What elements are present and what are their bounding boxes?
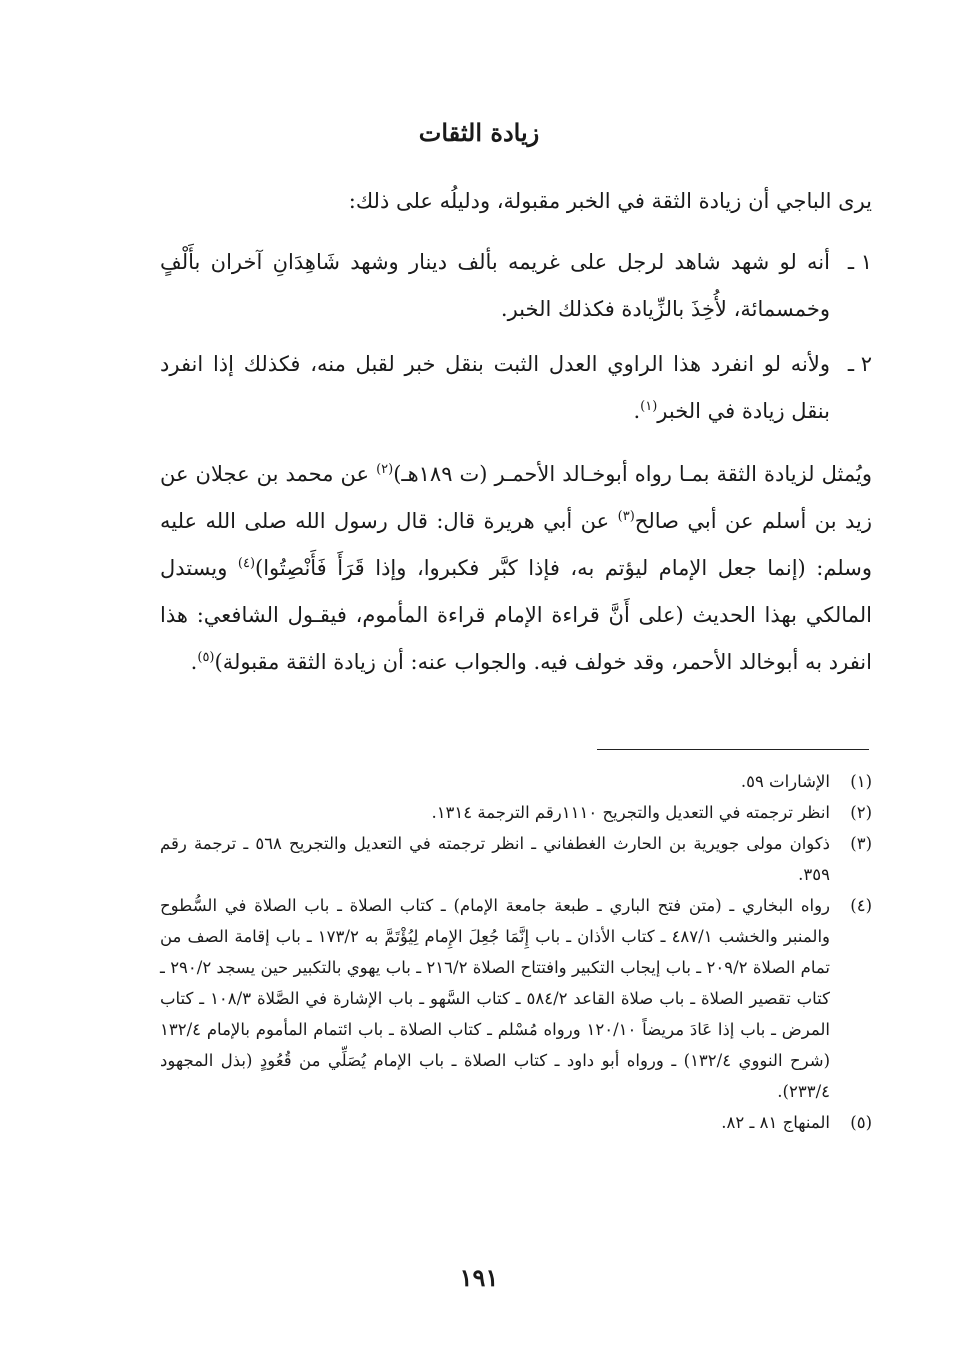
footnote-number: (٤) (850, 896, 872, 915)
list-item (160, 341, 872, 435)
list-item-text: أنه لو شهد شاهد لرجل على غريمه بألف دينار وشهد شَاهِدَانِ آخران بأَلْفٍ وخمسمائة، لأُخِذَ بالزِّيادة فكذلك الخبر. (160, 250, 830, 321)
footnote-text: انظر ترجمته في التعديل والتجريح ١١١٠رقم الترجمة ١٣١٤. (431, 803, 830, 822)
section-title: زيادة الثقات (418, 118, 540, 147)
footnote-ref[interactable]: (٢) (376, 462, 394, 477)
intro-paragraph: يرى الباجي أن زيادة الثقة في الخبر مقبولة، ودليلُه على ذلك: (348, 189, 872, 213)
paragraph-text: عن محمد بن عجلان عن زيد بن أسلم عن أبي صالح (160, 462, 872, 533)
footnote-number: (٣) (850, 834, 872, 853)
list-item (160, 239, 872, 333)
main-text (160, 178, 872, 700)
footnote-item (160, 890, 872, 1107)
list-item-content (160, 341, 830, 435)
list-item-number: ٢ ـ (847, 352, 872, 376)
list-item-text: ولأنه لو انفرد هذا الراوي العدل الثبت بنقل خبر لقبل منه، فكذلك إذا انفرد بنقل زيادة في الخبر (160, 352, 830, 423)
page-number: ١٩١ (459, 1263, 499, 1292)
footnote-number: (٢) (850, 803, 872, 822)
footnote-item (160, 828, 872, 890)
footnote-item (160, 1107, 872, 1138)
footnote-ref[interactable]: (٥) (197, 650, 215, 665)
paragraph-text: . (190, 650, 198, 674)
paragraph-text: ويُمثل لزيادة الثقة بمـا رواه أبوخـالد الأحمـر (ت ١٨٩هـ) (393, 462, 872, 486)
footnote-text: المنهاج ٨١ ـ ٨٢. (721, 1113, 830, 1132)
footnote-item (160, 797, 872, 828)
footnote-number: (٥) (850, 1113, 872, 1132)
list-item-number: ١ ـ (847, 250, 872, 274)
example-paragraph (160, 451, 872, 686)
footnote-text: رواه البخاري ـ (متن فتح الباري ـ طبعة جامعة الإمام) ـ كتاب الصلاة ـ باب الصلاة في السُّطوح والمنبر والخشب ٤٨٧/١ ـ كتاب الأذان ـ باب إِنَّمَا جُعِلَ الإِمام لِيُؤْتَمَّ به ١٧٣/٢ ـ باب إقامة الصف من تمام الصلاة ٢٠٩/٢ ـ باب إيجاب التكبير وافتتاح الصلاة ٢١٦/٢ ـ باب يهوي بالتكبير حين يسجد ٢٩٠/٢ ـ كتاب تقصير الصلاة ـ باب صلاة القاعد ٥٨٤/٢ ـ كتاب السَّهو ـ باب الإشارة في الصَّلاة ١٠٨/٣ ـ كتاب المرض ـ باب إذا عَادَ مريضاً ١٢٠/١٠ ورواه مُسْلم ـ كتاب الصلاة ـ باب ائتمام المأموم بالإمام ١٣٢/٤ (شرح النووي ١٣٢/٤) ـ ورواه أبو داود ـ كتاب الصلاة ـ باب الإمام يُصَلِّي من قُعُودٍ (بذل المجهود ٢٣٣/٤). (160, 896, 831, 1101)
footnotes (160, 766, 872, 1138)
footnote-text: ذكوان مولى جويرية بن الحارث الغطفاني ـ انظر ترجمته في التعديل والتجريح ٥٦٨ ـ ترجمة رقم ٣٥٩. (160, 834, 831, 884)
footnote-ref[interactable]: (٣) (617, 509, 635, 524)
footnote-divider (597, 749, 869, 750)
list-item-tail: . (633, 399, 641, 423)
paragraph-text: ويستدل المالكي بهذا الحديث (على أَنَّ قراءة الإمام قراءة المأموم، فيقـول الشافعي: هذا انفرد به أبوخالد الأحمر، وقد خولف فيه. والجواب عنه: أن زيادة الثقة مقبولة) (160, 556, 872, 674)
footnote-ref[interactable]: (٤) (237, 556, 256, 571)
paragraph-text: عن أبي هريرة قال: قال رسول الله صلى الله عليه وسلم: (إنما جعل الإمام ليؤتم به، فإذا كبَّر فكبروا، وإذا قَرَأَ فَأَنْصِتُوا) (160, 509, 872, 580)
footnote-number: (١) (850, 772, 872, 791)
footnote-text: الإشارات ٥٩. (740, 772, 830, 791)
footnote-ref[interactable]: (١) (640, 399, 658, 414)
footnote-item (160, 766, 872, 797)
